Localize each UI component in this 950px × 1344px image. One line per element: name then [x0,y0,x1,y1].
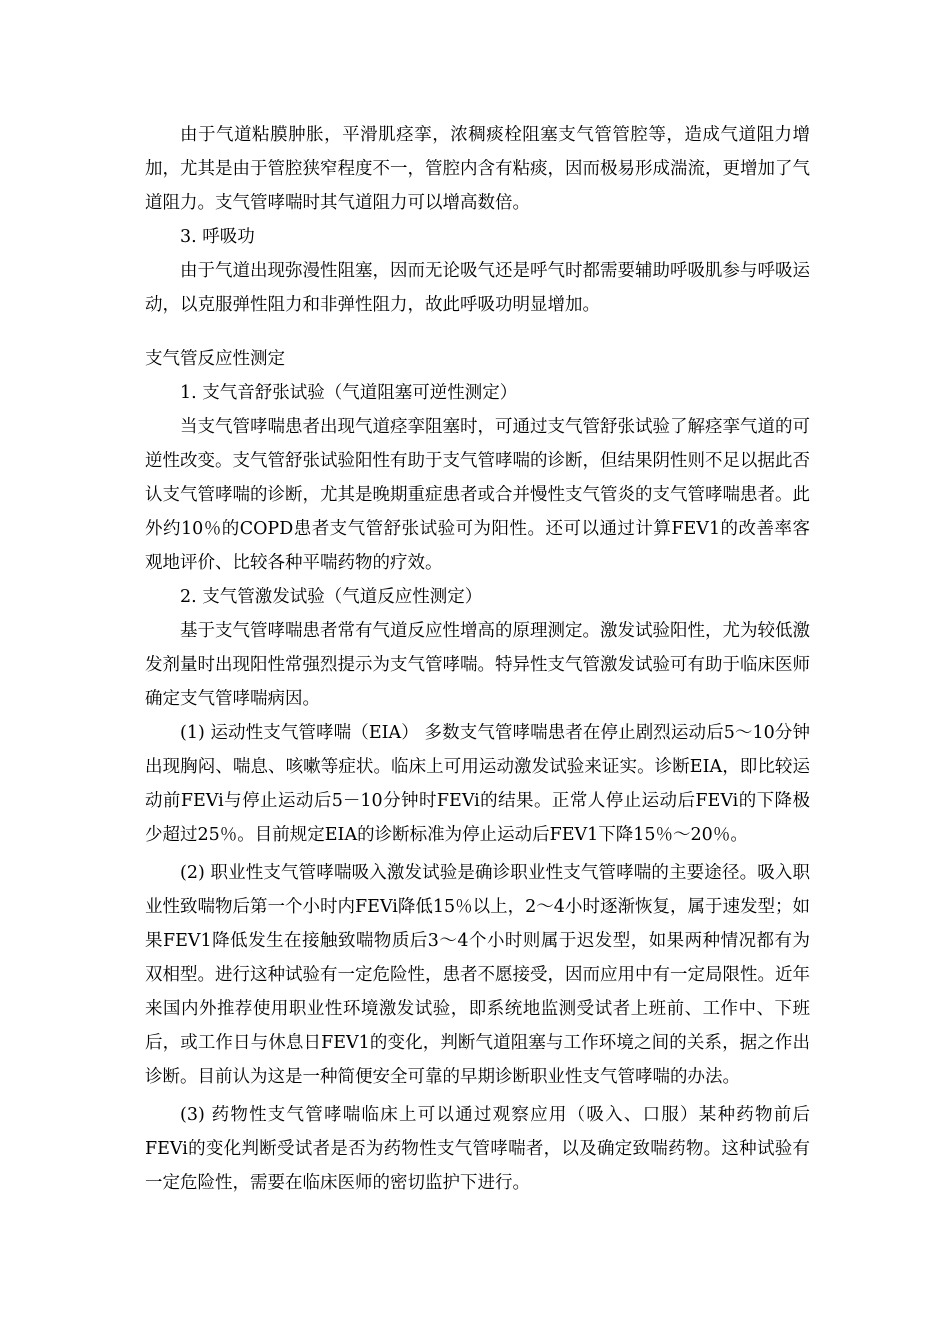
heading-provocation-test: 2. 支气管激发试验（气道反应性测定） [180,587,483,607]
paragraph-occupational-asthma: (2) 职业性支气管哮喘吸入激发试验是确诊职业性支气管哮喘的主要途径。吸入职业性致喘物后第一个小时内FEVi降低15％以上，2～4小时逐渐恢复，属于速发型；如果FEV1降低发生在接触致喘物质后3～4个小时则属于迟发型，如果两种情况都有为双相型。进行这种试验有一定危险性，患者不愿接受，因而应用中有一定局限性。近年来国内外推荐使用职业性环境激发试验，即系统地监测受试者上班前、工作中、下班后，或工作日与休息日FEV1的变化，判断气道阻塞与工作环境之间的关系，据之作出诊断。目前认为这是一种简便安全可靠的早期诊断职业性支气管哮喘的办法。 [145,863,810,1087]
heading-breathing-work: 3. 呼吸功 [180,227,255,247]
paragraph-breathing-work: 由于气道出现弥漫性阻塞，因而无论吸气还是呼气时都需要辅助呼吸肌参与呼吸运动，以克服弹性阻力和非弹性阻力，故此呼吸功明显增加。 [145,261,810,315]
paragraph-drug-asthma: (3) 药物性支气管哮喘临床上可以通过观察应用（吸入、口服）某种药物前后FEVi的变化判断受试者是否为药物性支气管哮喘者，以及确定致喘药物。这种试验有一定危险性，需要在临床医师的密切监护下进行。 [145,1105,810,1193]
heading-dilation-test: 1. 支气音舒张试验（气道阻塞可逆性测定） [180,383,518,403]
section-title-bronchial-reactivity: 支气管反应性测定 [145,349,285,369]
paragraph-provocation-test: 基于支气管哮喘患者常有气道反应性增高的原理测定。激发试验阳性，尤为较低激发剂量时出现阳性常强烈提示为支气管哮喘。特异性支气管激发试验可有助于临床医师确定支气管哮喘病因。 [145,621,810,709]
document-page [145,118,810,1200]
paragraph-airway-resistance: 由于气道粘膜肿胀，平滑肌痉挛，浓稠痰栓阻塞支气管管腔等，造成气道阻力增加，尤其是由于管腔狭窄程度不一，管腔内含有粘痰，因而极易形成湍流，更增加了气道阻力。支气管哮喘时其气道阻力可以增高数倍。 [145,125,810,213]
paragraph-dilation-test: 当支气管哮喘患者出现气道痉挛阻塞时，可通过支气管舒张试验了解痉挛气道的可逆性改变。支气管舒张试验阳性有助于支气管哮喘的诊断，但结果阴性则不足以据此否认支气管哮喘的诊断，尤其是晚期重症患者或合并慢性支气管炎的支气管哮喘患者。此外约10％的COPD患者支气管舒张试验可为阳性。还可以通过计算FEV1的改善率客观地评价、比较各种平喘药物的疗效。 [145,417,810,573]
paragraph-exercise-asthma: (1) 运动性支气管哮喘（EIA） 多数支气管哮喘患者在停止剧烈运动后5～10分钟出现胸闷、喘息、咳嗽等症状。临床上可用运动激发试验来证实。诊断EIA，即比较运动前FEVi与停止运动后5－10分钟时FEVi的结果。正常人停止运动后FEVi的下降极少超过25％。目前规定EIA的诊断标准为停止运动后FEV1下降15％～20％。 [145,723,810,845]
